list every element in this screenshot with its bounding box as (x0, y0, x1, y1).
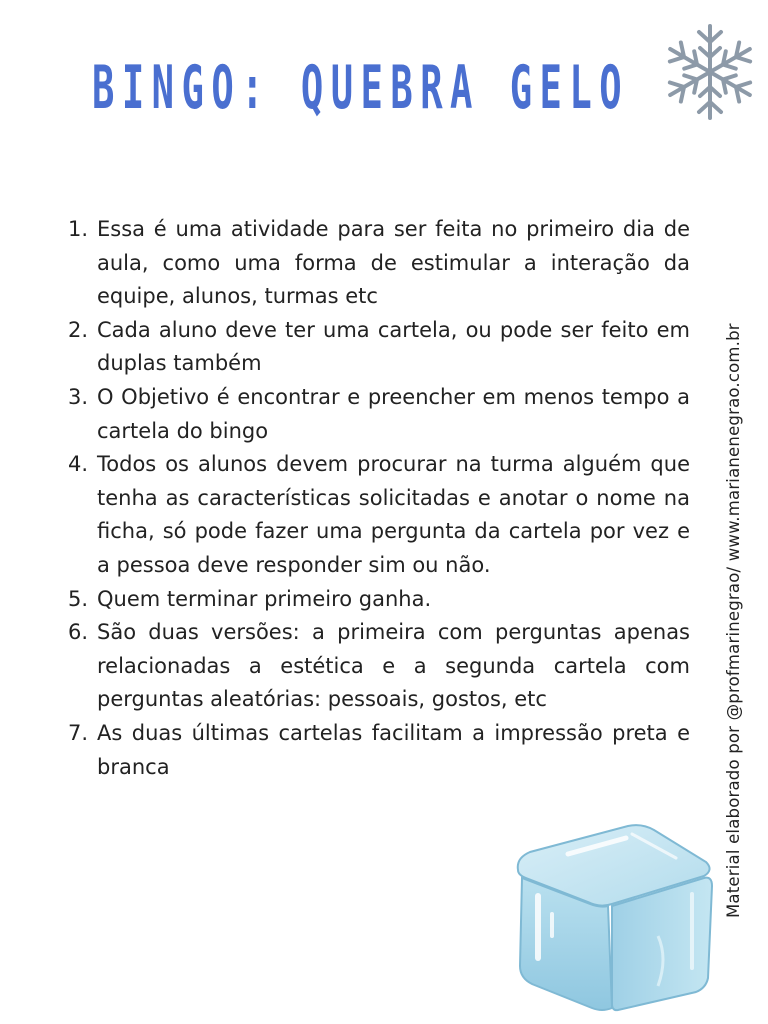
rule-text: As duas últimas cartelas facilitam a impressão preta e branca (97, 720, 690, 779)
ice-cube-icon (508, 818, 718, 1013)
rule-number: 2. (68, 317, 89, 342)
rule-number: 3. (68, 384, 89, 409)
page-title: BINGO: QUEBRA GELO (92, 53, 630, 123)
rule-item (68, 717, 690, 784)
rule-text: O Objetivo é encontrar e preencher em menos tempo a cartela do bingo (97, 384, 690, 443)
rule-text: Cada aluno deve ter uma cartela, ou pode ser feito em duplas também (97, 317, 690, 376)
author-credit: Material elaborado por @profmarinegrao/ www.marianenegrao.com.br (724, 323, 743, 918)
rules-list (68, 213, 690, 784)
rule-text: Quem terminar primeiro ganha. (97, 586, 432, 611)
rule-item (68, 583, 690, 617)
rule-number: 7. (68, 720, 89, 745)
rule-item (68, 616, 690, 717)
rule-number: 1. (68, 217, 89, 241)
rule-item (68, 448, 690, 582)
rule-text: São duas versões: a primeira com perguntas apenas relacionadas a estética e a segunda cartela com perguntas aleatórias: pessoais, gostos, etc (97, 620, 690, 712)
rule-number: 6. (68, 620, 89, 645)
rule-number: 5. (68, 586, 89, 611)
snowflake-icon (660, 22, 760, 122)
rule-item (68, 213, 690, 314)
rule-text: Essa é uma atividade para ser feita no primeiro dia de aula, como uma forma de estimular a interação da equipe, alunos, turmas etc (97, 217, 690, 309)
rule-item (68, 381, 690, 448)
rule-number: 4. (68, 452, 89, 477)
rule-text: Todos os alunos devem procurar na turma alguém que tenha as características solicitadas e anotar o nome na ficha, só pode fazer uma pergunta da cartela por vez e a pessoa deve responder sim ou não. (97, 452, 690, 577)
rule-item (68, 314, 690, 381)
